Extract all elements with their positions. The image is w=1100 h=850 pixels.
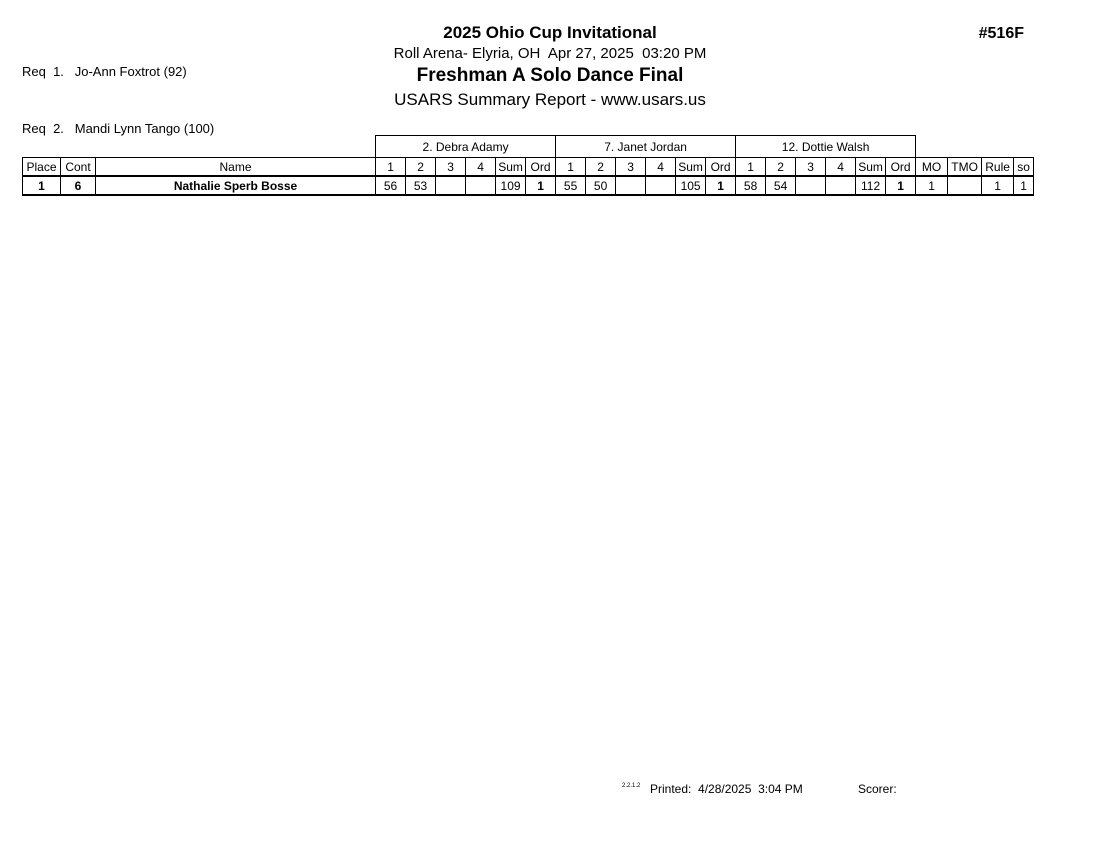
cell-j1-ord: 1 [526, 176, 556, 195]
header-place: Place [23, 158, 61, 177]
results-table [22, 135, 1034, 196]
header-j3-1: 1 [736, 158, 766, 177]
header-j1-2: 2 [406, 158, 436, 177]
header-j1-4: 4 [466, 158, 496, 177]
cell-j2-ord: 1 [706, 176, 736, 195]
header-name: Name [96, 158, 376, 177]
header-rule: Rule [982, 158, 1014, 177]
header-j3-4: 4 [826, 158, 856, 177]
header-tmo: TMO [948, 158, 982, 177]
skater-result-row [23, 176, 1034, 195]
judge-3-name: 12. Dottie Walsh [736, 136, 916, 158]
cell-j3-s1: 58 [736, 176, 766, 195]
cell-tmo [948, 176, 982, 195]
cell-j2-sum: 105 [676, 176, 706, 195]
header-j2-3: 3 [616, 158, 646, 177]
cell-so: 1 [1014, 176, 1034, 195]
req-line-2: Req 2. Mandi Lynn Tango (100) [22, 121, 215, 136]
event-number: #516F [978, 25, 1024, 42]
header-j3-ord: Ord [886, 158, 916, 177]
venue-datetime: Roll Arena- Elyria, OH Apr 27, 2025 03:20 PM [393, 45, 707, 62]
header-j1-sum: Sum [496, 158, 526, 177]
cell-j2-s4 [646, 176, 676, 195]
cell-place: 1 [23, 176, 61, 195]
column-header-row [23, 158, 1034, 177]
cell-cont: 6 [61, 176, 96, 195]
header-so: so [1014, 158, 1034, 177]
cell-j3-ord: 1 [886, 176, 916, 195]
judge-header-row [23, 136, 1034, 158]
header-j2-2: 2 [586, 158, 616, 177]
header-mo: MO [916, 158, 948, 177]
header-j3-sum: Sum [856, 158, 886, 177]
event-title: Freshman A Solo Dance Final [416, 65, 684, 86]
scorer-label: Scorer: [858, 782, 897, 796]
cell-j1-s2: 53 [406, 176, 436, 195]
cell-mo: 1 [916, 176, 948, 195]
header-j2-sum: Sum [676, 158, 706, 177]
header-j1-1: 1 [376, 158, 406, 177]
req-line-1: Req 1. Jo-Ann Foxtrot (92) [22, 64, 187, 79]
header-j3-3: 3 [796, 158, 826, 177]
software-version: 2.2.1.2 [622, 783, 641, 789]
judge-row-left-spacer [23, 136, 376, 158]
header-j2-1: 1 [556, 158, 586, 177]
cell-rule: 1 [982, 176, 1014, 195]
cell-j3-s3 [796, 176, 826, 195]
cell-j1-s1: 56 [376, 176, 406, 195]
cell-j1-sum: 109 [496, 176, 526, 195]
header-j2-ord: Ord [706, 158, 736, 177]
cell-j3-s2: 54 [766, 176, 796, 195]
report-title: USARS Summary Report - www.usars.us [394, 90, 706, 109]
header-j2-4: 4 [646, 158, 676, 177]
cell-j1-s4 [466, 176, 496, 195]
judge-1-name: 2. Debra Adamy [376, 136, 556, 158]
cell-j3-sum: 112 [856, 176, 886, 195]
cell-j2-s3 [616, 176, 646, 195]
printed-timestamp: Printed: 4/28/2025 3:04 PM [650, 782, 803, 796]
cell-skater-name: Nathalie Sperb Bosse [96, 176, 376, 195]
judge-row-right-spacer [916, 136, 1034, 158]
report-header [0, 23, 1100, 112]
judge-2-name: 7. Janet Jordan [556, 136, 736, 158]
header-j1-ord: Ord [526, 158, 556, 177]
competition-title: 2025 Ohio Cup Invitational [443, 23, 657, 42]
cell-j1-s3 [436, 176, 466, 195]
header-j3-2: 2 [766, 158, 796, 177]
header-cont: Cont [61, 158, 96, 177]
cell-j2-s2: 50 [586, 176, 616, 195]
cell-j3-s4 [826, 176, 856, 195]
header-j1-3: 3 [436, 158, 466, 177]
cell-j2-s1: 55 [556, 176, 586, 195]
